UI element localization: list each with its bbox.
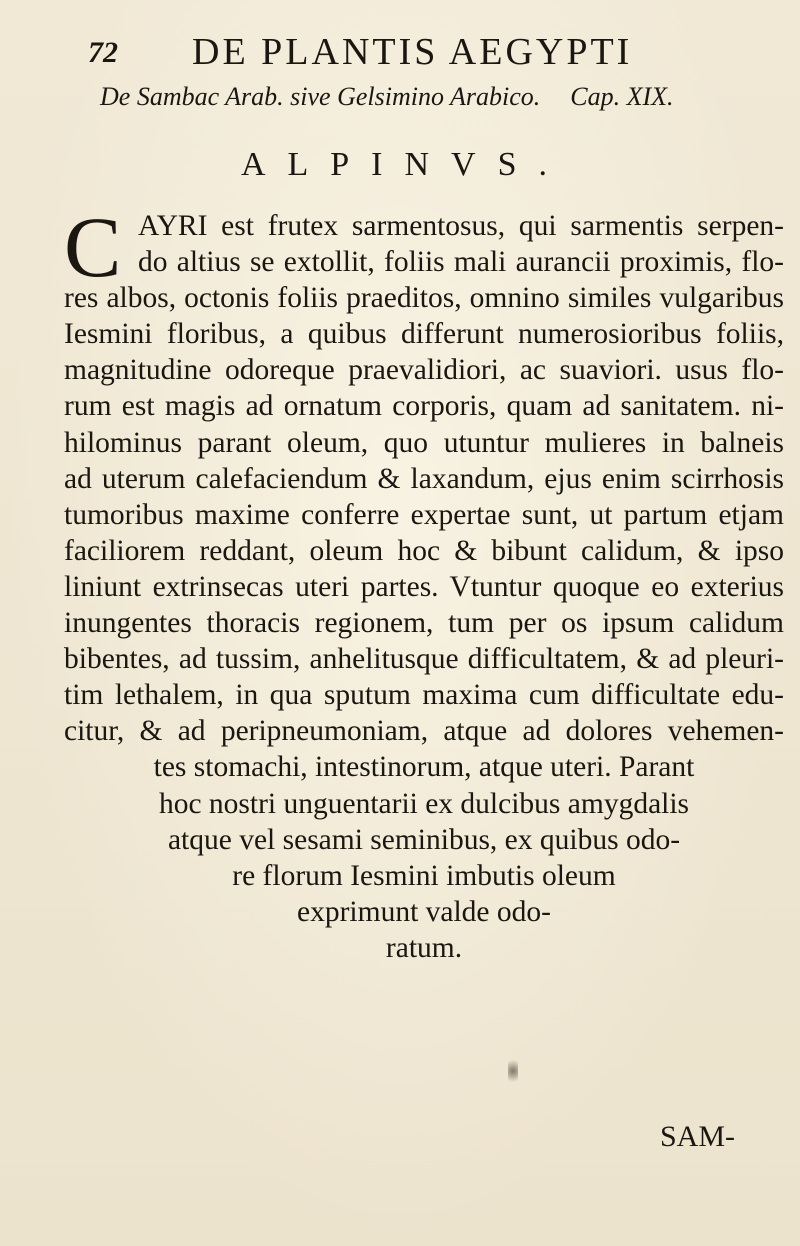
text-line: rum est magis ad ornatum corporis, quam ad sanitatem. ni- <box>64 390 784 423</box>
text-line: bibentes, ad tussim, anhelitusque difficultatem, & ad pleuri- <box>64 643 784 676</box>
drop-cap: C <box>64 199 122 295</box>
text-line: Iesmini floribus, a quibus differunt numerosioribus foliis, <box>64 318 784 351</box>
text-line: tumoribus maxime conferre expertae sunt, ut partum etjam <box>64 498 784 531</box>
text-line: faciliorem reddant, oleum hoc & bibunt calidum, & ipso <box>64 534 784 567</box>
tail-line: tes stomachi, intestinorum, atque uteri. Parant <box>153 751 695 784</box>
text-line: ad uterum calefaciendum & laxandum, ejus enim scirrhosis <box>64 462 784 495</box>
tail-line: re florum Iesmini imbutis oleum <box>232 859 616 892</box>
chapter-heading <box>100 82 780 112</box>
body-text <box>64 199 784 966</box>
chapter-number: Cap. XIX. <box>570 82 674 111</box>
tail-line: exprimunt valde odo- <box>297 895 551 928</box>
catchword: SAM- <box>660 1120 736 1153</box>
text-line: hilominus parant oleum, quo utuntur mulieres in balneis <box>64 426 784 459</box>
text-line: liniunt extrinsecas uteri partes. Vtuntur quoque eo exterius <box>64 570 784 603</box>
text-line: res albos, octonis foliis praeditos, omnino similes vulgaribus <box>64 282 784 315</box>
text-line: magnitudine odoreque praevalidiori, ac suaviori. usus flo- <box>64 354 784 387</box>
tail-line: hoc nostri unguentarii ex dulcibus amygdalis <box>158 787 690 820</box>
running-title: DE PLANTIS AEGYPTI <box>192 31 633 73</box>
text-line: inungentes thoracis regionem, tum per os ipsum calidum <box>64 607 784 640</box>
text-line: AYRI est frutex sarmentosus, qui sarmentis serpen- <box>138 210 784 242</box>
text-line: tim lethalem, in qua sputum maxima cum difficultate edu- <box>64 679 784 712</box>
tail-line: atque vel sesami seminibus, ex quibus odo- <box>167 823 681 856</box>
chapter-title: De Sambac Arab. sive Gelsimino Arabico. <box>100 82 541 111</box>
text-line: do altius se extollit, foliis mali aurancii proximis, flo- <box>138 246 784 279</box>
text-line: citur, & ad peripneumoniam, atque ad dolores vehemen- <box>64 715 784 748</box>
ink-mark <box>508 1056 518 1086</box>
page-number: 72 <box>88 36 118 69</box>
page-header <box>84 28 764 78</box>
tail-line: ratum. <box>385 931 463 964</box>
author-heading: ALPINVS. <box>240 146 570 183</box>
